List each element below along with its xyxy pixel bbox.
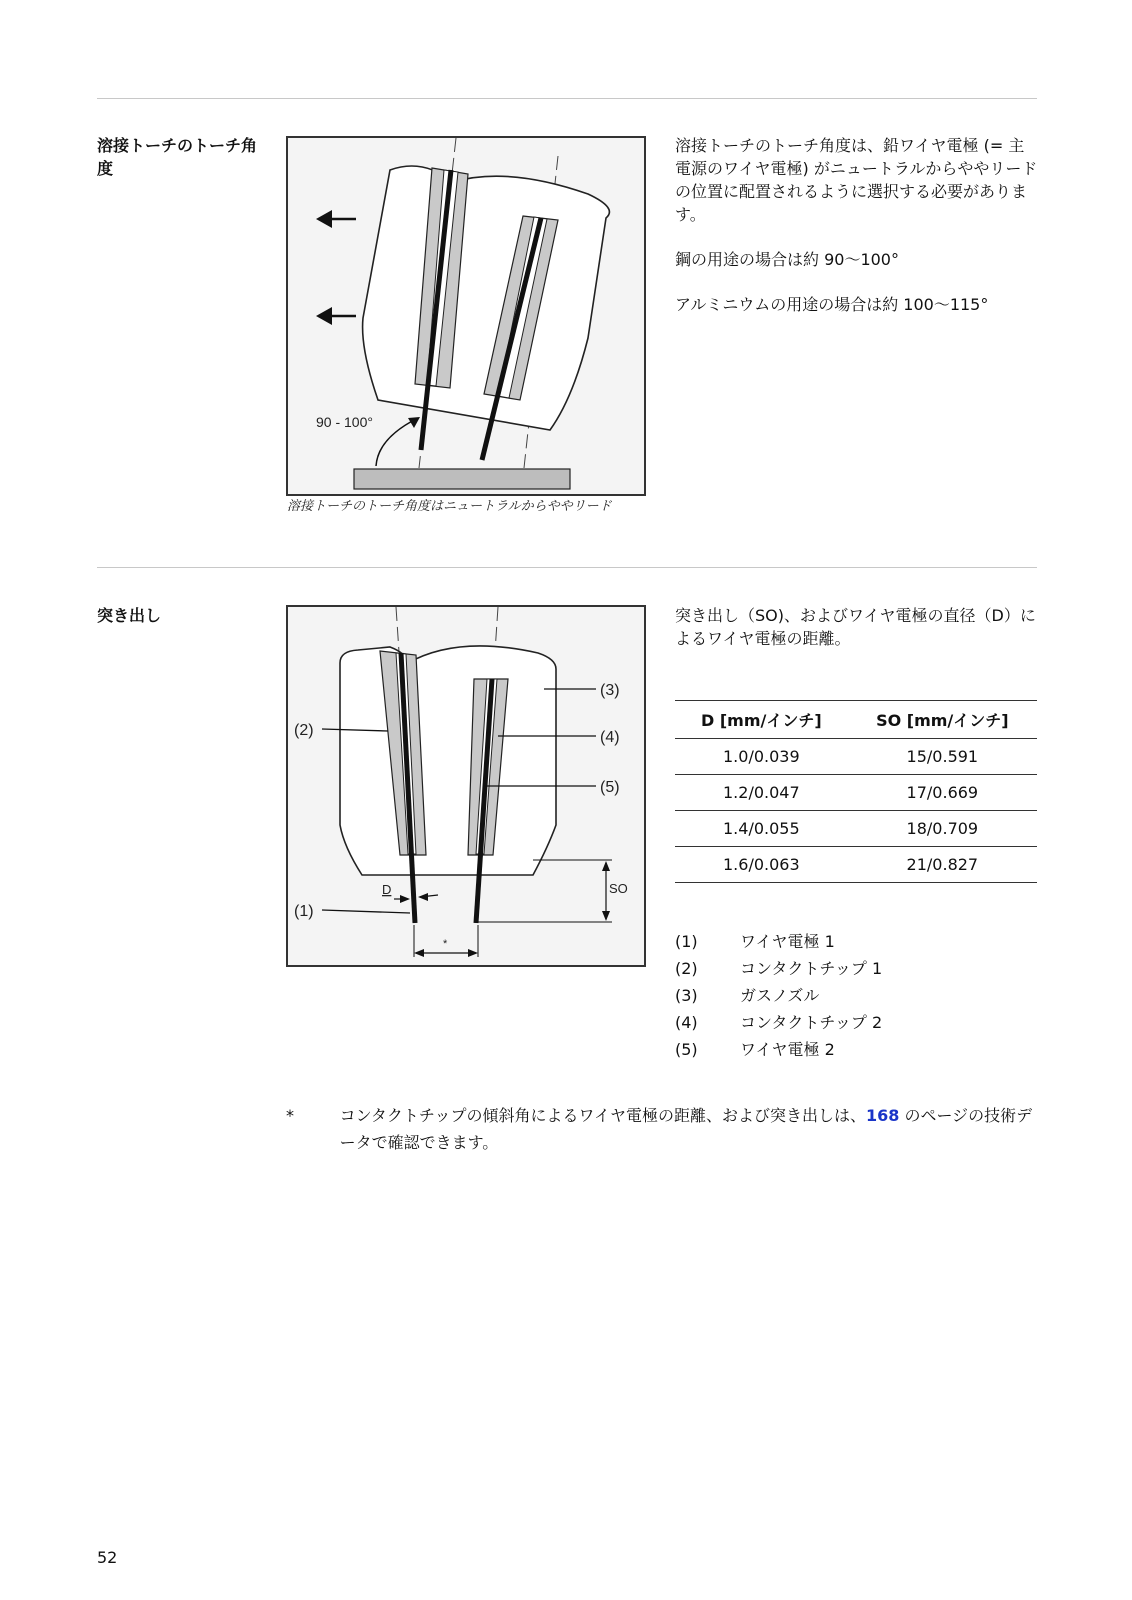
figure-legend [675,928,882,1063]
table-row [675,775,1037,811]
label-5: (5) [600,779,620,796]
legend-number: (3) [675,986,698,1005]
table-cell: 1.4/0.055 [675,811,848,847]
angle-label: 90 - 100° [316,414,373,430]
label-so: SO [609,881,628,896]
legend-item [675,955,882,982]
table-cell: 21/0.827 [848,847,1037,883]
table-cell: 1.6/0.063 [675,847,848,883]
footnote-marker: * [286,1106,294,1125]
table-row [675,811,1037,847]
table-cell: 15/0.591 [848,739,1037,775]
label-d: D [382,882,392,897]
stickout-table [675,700,1037,883]
torch-angle-figure [286,136,646,496]
footnote-text-after: のページの技術データで確認できます。 [339,1106,1033,1152]
footnote-text [340,1102,1041,1156]
legend-number: (4) [675,1013,698,1032]
paragraph: 溶接トーチのトーチ角度は、鉛ワイヤ電極 (= 主電源のワイヤ電極) がニュートラルからややリードの位置に配置されるように選択する必要があります。 [675,136,1038,224]
section-heading-stickout: 突き出し [97,606,162,625]
legend-item [675,928,882,955]
stickout-intro: 突き出し（SO)、およびワイヤ電極の直径（D）によるワイヤ電極の距離。 [675,606,1036,648]
table-cell: 1.2/0.047 [675,775,848,811]
stickout-diagram [288,607,644,965]
legend-text: ワイヤ電極 2 [740,1040,835,1059]
table-header-row [675,701,1037,739]
label-1: (1) [294,903,314,920]
legend-item [675,1036,882,1063]
table-row [675,739,1037,775]
legend-number: (1) [675,932,698,951]
column-header-d: D [mm/インチ] [675,701,848,739]
torch-angle-diagram [288,138,644,494]
legend-number: (2) [675,959,698,978]
legend-text: ワイヤ電極 1 [740,932,835,951]
label-star: * [443,938,448,950]
label-3: (3) [600,682,620,699]
legend-text: コンタクトチップ 2 [740,1013,883,1032]
table-cell: 18/0.709 [848,811,1037,847]
legend-number: (5) [675,1040,698,1059]
page-reference-link[interactable]: 168 [865,1106,900,1125]
label-2: (2) [294,722,314,739]
table-row [675,847,1037,883]
legend-text: コンタクトチップ 1 [740,959,883,978]
label-4: (4) [600,729,620,746]
legend-item [675,1009,882,1036]
legend-text: ガスノズル [740,986,820,1005]
table-cell: 17/0.669 [848,775,1037,811]
section-heading-torch-angle: 溶接トーチのトーチ角度 [97,136,258,178]
paragraph: 鋼の用途の場合は約 90〜100° [675,250,899,269]
column-header-so: SO [mm/インチ] [848,701,1037,739]
legend-item [675,982,882,1009]
footnote-text-before: コンタクトチップの傾斜角によるワイヤ電極の距離、および突き出しは、 [339,1106,866,1125]
table-cell: 1.0/0.039 [675,739,848,775]
paragraph: アルミニウムの用途の場合は約 100〜115° [675,295,989,314]
figure-caption: 溶接トーチのトーチ角度はニュートラルからややリード [287,499,612,514]
footnote [286,1102,1041,1156]
top-divider [97,98,1037,99]
stickout-figure [286,605,646,967]
section-divider [97,567,1037,568]
torch-angle-text [675,134,1040,338]
page-number: 52 [97,1548,118,1567]
